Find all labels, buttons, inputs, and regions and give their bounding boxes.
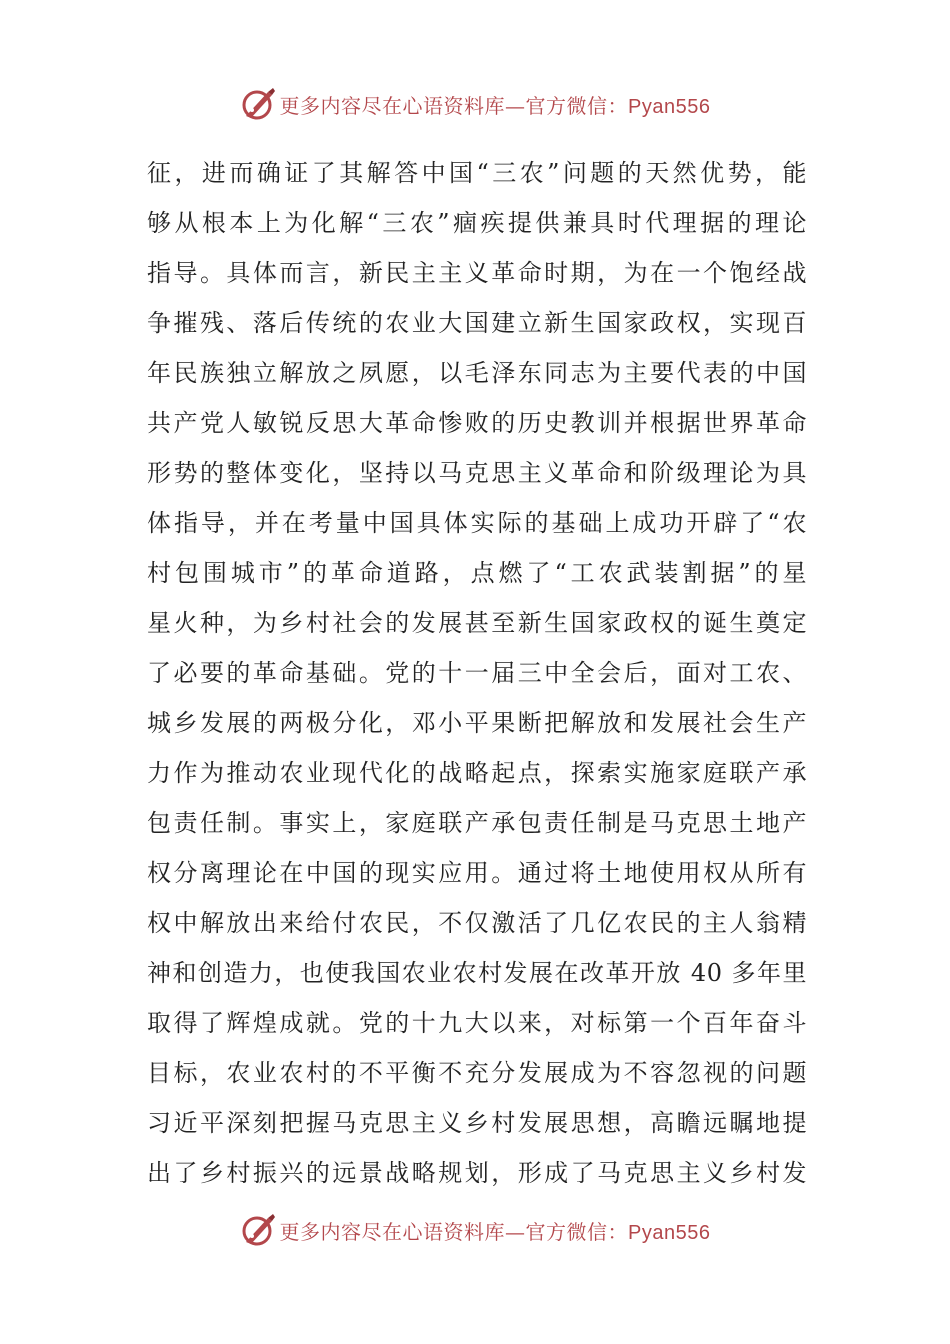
footer-banner-text	[280, 1216, 711, 1245]
body-text-line: 够从根本上为化解“三农”痼疾提供兼具时代理据的理论	[147, 209, 807, 237]
body-text-line: 目标，农业农村的不平衡不充分发展成为不容忽视的问题	[147, 1059, 807, 1087]
header-banner-contact: Pyan556	[628, 95, 711, 118]
body-text-line: 共产党人敏锐反思大革命惨败的历史教训并根据世界革命	[147, 409, 807, 437]
body-text-line: 指导。具体而言，新民主主义革命时期，为在一个饱经战	[147, 259, 807, 287]
body-text-line: 体指导，并在考量中国具体实际的基础上成功开辟了“农	[147, 509, 807, 537]
pen-logo-icon	[240, 86, 276, 122]
header-banner-label: 更多内容尽在心语资料库—官方微信：	[279, 93, 629, 118]
document-body	[147, 148, 807, 1198]
body-text-line: 了必要的革命基础。党的十一届三中全会后，面对工农、	[147, 659, 807, 687]
header-banner-text	[280, 90, 711, 119]
body-text-line: 争摧残、落后传统的农业大国建立新生国家政权，实现百	[147, 309, 807, 337]
body-text-line: 形势的整体变化，坚持以马克思主义革命和阶级理论为具	[147, 459, 807, 487]
body-text-line: 村包围城市”的革命道路，点燃了“工农武装割据”的星	[147, 559, 807, 587]
body-text-line: 神和创造力，也使我国农业农村发展在改革开放 40 多年里	[147, 959, 807, 987]
body-text-line: 习近平深刻把握马克思主义乡村发展思想，高瞻远瞩地提	[147, 1109, 807, 1137]
body-text-line: 力作为推动农业现代化的战略起点，探索实施家庭联产承	[147, 759, 807, 787]
body-text-line: 取得了辉煌成就。党的十九大以来，对标第一个百年奋斗	[147, 1009, 807, 1037]
header-banner	[0, 84, 950, 124]
body-text-line: 权分离理论在中国的现实应用。通过将土地使用权从所有	[147, 859, 807, 887]
footer-banner	[0, 1210, 950, 1250]
footer-banner-label: 更多内容尽在心语资料库—官方微信：	[279, 1219, 629, 1244]
footer-banner-contact: Pyan556	[628, 1221, 711, 1244]
body-text-line: 权中解放出来给付农民，不仅激活了几亿农民的主人翁精	[147, 909, 807, 937]
pen-logo-icon	[240, 1212, 276, 1248]
body-text-line: 包责任制。事实上，家庭联产承包责任制是马克思土地产	[147, 809, 807, 837]
body-text-line: 出了乡村振兴的远景战略规划，形成了马克思主义乡村发	[147, 1159, 807, 1187]
body-text-line: 年民族独立解放之夙愿，以毛泽东同志为主要代表的中国	[147, 359, 807, 387]
body-text-line: 城乡发展的两极分化，邓小平果断把解放和发展社会生产	[147, 709, 807, 737]
body-text-line: 征，进而确证了其解答中国“三农”问题的天然优势，能	[147, 159, 807, 187]
body-text-line: 星火种，为乡村社会的发展甚至新生国家政权的诞生奠定	[147, 609, 807, 637]
